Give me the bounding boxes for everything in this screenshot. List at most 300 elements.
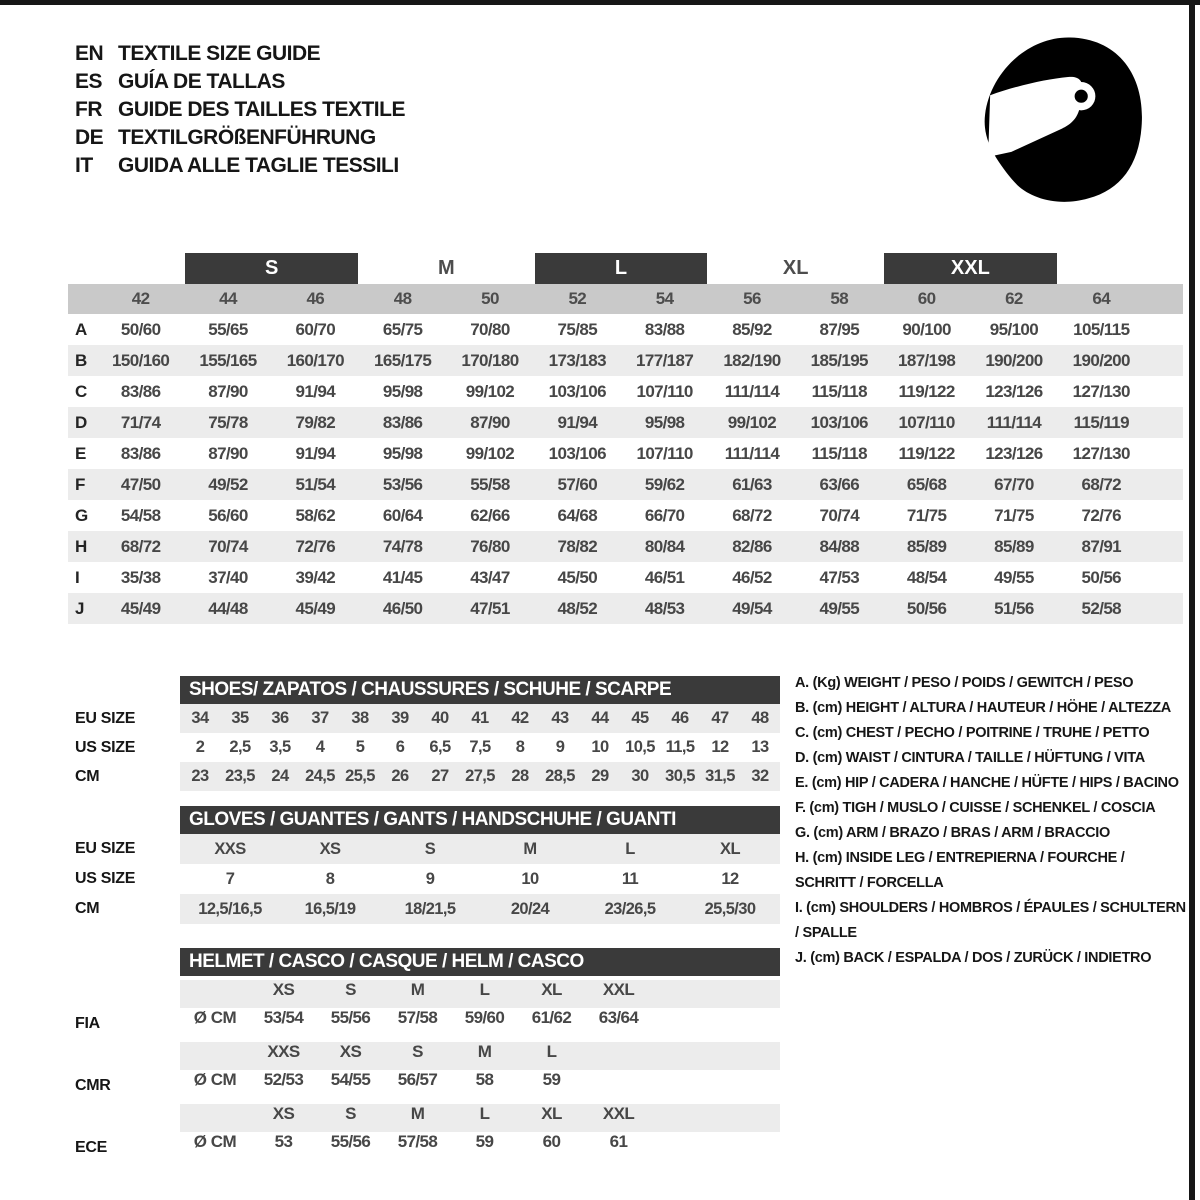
size-value-cell: 87/91 — [1081, 537, 1122, 556]
guide-title: GUIDA ALLE TAGLIE TESSILI — [118, 154, 399, 177]
gloves-value-cell: 8 — [325, 870, 335, 888]
gloves-value-cell: 10 — [521, 870, 539, 888]
measurement-values — [97, 376, 1145, 407]
shoes-value-cell: 39 — [391, 709, 409, 727]
shoes-value-cell: 9 — [555, 738, 565, 756]
helmet-value-row — [68, 1008, 780, 1040]
size-value-cell: 49/52 — [208, 475, 248, 494]
row-label: F — [75, 475, 86, 494]
helmet-value-cell: 53 — [274, 1132, 293, 1151]
row-filler — [652, 980, 780, 1008]
gloves-row-label: EU SIZE — [75, 840, 136, 857]
size-value-cell: 48/53 — [644, 599, 685, 618]
gloves-row-values — [180, 834, 780, 864]
shoes-value-cell: 23,5 — [225, 767, 255, 785]
helmet-label-spacer — [68, 1042, 180, 1070]
helmet-value-cell: 60 — [542, 1132, 561, 1151]
helmet-value-cell: 59/60 — [464, 1008, 505, 1027]
size-value-cell: 105/115 — [1073, 320, 1130, 339]
size-column-header: 60 — [917, 289, 936, 308]
size-value-cell: 95/100 — [989, 320, 1039, 339]
size-value-cell: 70/74 — [819, 506, 860, 525]
size-value-cell: 70/74 — [208, 537, 248, 556]
size-column-header: 54 — [655, 289, 674, 308]
legend-item: E. (cm) HIP / CADERA / HANCHE / HÜFTE / HIPS / BACINO — [795, 775, 1179, 791]
helmet-size-header: XXL — [602, 980, 635, 999]
row-label: I — [75, 568, 80, 587]
gloves-row — [68, 834, 780, 864]
helmet-title-bar: HELMET / CASCO / CASQUE / HELM / CASCO — [180, 948, 780, 976]
helmet-label-spacer — [68, 980, 180, 1008]
size-value-cell: 79/82 — [295, 413, 336, 432]
gloves-value-cell: 12 — [721, 870, 739, 888]
helmet-size-header: L — [479, 980, 490, 999]
helmet-value-cell: 57/58 — [397, 1008, 438, 1027]
size-value-cell: 47/53 — [819, 568, 860, 587]
size-value-cell: 85/92 — [732, 320, 772, 339]
size-value-cell: 50/56 — [906, 599, 947, 618]
size-value-cell: 99/102 — [727, 413, 777, 432]
size-column-header: 50 — [481, 289, 499, 308]
size-value-cell: 127/130 — [1072, 382, 1130, 401]
helmet-value-cell: 53/54 — [263, 1008, 304, 1027]
size-value-cell: 107/110 — [636, 382, 693, 401]
measurement-row — [68, 345, 1183, 376]
size-value-cell: 75/85 — [557, 320, 598, 339]
legend-item: G. (cm) ARM / BRAZO / BRAS / ARM / BRACCIO — [795, 825, 1110, 841]
size-column-header: 44 — [219, 289, 237, 308]
shoes-value-cell: 47 — [711, 709, 729, 727]
size-value-cell: 65/68 — [906, 475, 947, 494]
shoes-value-cell: 26 — [391, 767, 409, 785]
helmet-values — [180, 1008, 780, 1040]
measurement-values — [97, 345, 1145, 376]
gloves-row-label: CM — [75, 900, 100, 917]
shoes-value-cell: 6,5 — [429, 738, 451, 756]
size-value-cell: 80/84 — [644, 537, 685, 556]
gloves-value-cell: 18/21,5 — [404, 900, 456, 918]
helmet-size-header: L — [479, 1104, 490, 1123]
size-value-cell: 95/98 — [382, 382, 423, 401]
legend-item: C. (cm) CHEST / PECHO / POITRINE / TRUHE / PETTO — [795, 725, 1150, 741]
shoes-value-cell: 35 — [231, 709, 249, 727]
gloves-value-cell: L — [625, 840, 635, 858]
helmet-size-header: XXL — [602, 1104, 635, 1123]
shoes-value-cell: 24 — [271, 767, 289, 785]
shoes-row-label: US SIZE — [75, 738, 136, 756]
shoes-value-cell: 30,5 — [665, 767, 695, 785]
helmet-value-cell: 56/57 — [397, 1070, 438, 1089]
shoes-value-cell: 41 — [471, 709, 489, 727]
gloves-value-cell: XS — [319, 840, 341, 858]
shoes-value-cell: 46 — [671, 709, 689, 727]
size-value-cell: 49/55 — [819, 599, 860, 618]
helmet-value-cell: 55/56 — [330, 1132, 371, 1151]
size-value-cell: 91/94 — [295, 382, 336, 401]
size-value-cell: 43/47 — [470, 568, 510, 587]
size-value-cell: 51/54 — [295, 475, 336, 494]
shoes-value-cell: 27 — [431, 767, 449, 785]
shoes-value-cell: 38 — [351, 709, 369, 727]
size-value-cell: 82/86 — [732, 537, 772, 556]
shoes-row-values — [180, 704, 780, 733]
size-value-cell: 87/90 — [208, 382, 248, 401]
language-row — [75, 40, 405, 68]
size-value-cell: 123/126 — [985, 382, 1043, 401]
size-value-cell: 103/106 — [548, 382, 606, 401]
helmet-standard-label: ECE — [75, 1139, 107, 1156]
size-value-cell: 68/72 — [1081, 475, 1122, 494]
shoes-value-cell: 25,5 — [345, 767, 375, 785]
size-value-cell: 57/60 — [557, 475, 598, 494]
size-value-cell: 182/190 — [723, 351, 781, 370]
size-value-cell: 45/49 — [295, 599, 336, 618]
shoes-value-cell: 28 — [511, 767, 529, 785]
helmet-values — [180, 1132, 780, 1164]
helmet-value-cell: 61/62 — [531, 1008, 572, 1027]
measurement-values — [97, 407, 1145, 438]
guide-title: GUÍA DE TALLAS — [118, 70, 285, 93]
gloves-row-values — [180, 864, 780, 894]
size-value-cell: 87/95 — [819, 320, 860, 339]
size-group-l: L — [535, 253, 708, 284]
size-column-header: 58 — [830, 289, 849, 308]
shoes-row-values — [180, 762, 780, 791]
size-value-cell: 48/52 — [557, 599, 598, 618]
size-value-cell: 71/75 — [906, 506, 947, 525]
size-value-cell: 107/110 — [636, 444, 693, 463]
helmet-values — [180, 1070, 780, 1102]
size-value-cell: 115/119 — [1073, 413, 1129, 432]
size-value-cell: 91/94 — [557, 413, 598, 432]
size-group-s: S — [185, 253, 358, 284]
size-value-cell: 68/72 — [732, 506, 772, 525]
size-group-area — [97, 253, 1145, 284]
size-value-cell: 75/78 — [208, 413, 248, 432]
size-group-row — [68, 253, 1183, 284]
size-value-cell: 39/42 — [295, 568, 336, 587]
size-value-cell: 119/122 — [898, 444, 955, 463]
size-value-cell: 46/50 — [382, 599, 423, 618]
shoes-row-values — [180, 733, 780, 762]
shoes-value-cell: 45 — [631, 709, 649, 727]
group-spacer — [97, 253, 183, 284]
size-value-cell: 165/175 — [374, 351, 432, 370]
shoes-row — [68, 762, 780, 791]
size-value-cell: 119/122 — [898, 382, 955, 401]
size-value-cell: 111/114 — [724, 382, 780, 401]
shoes-value-cell: 12 — [711, 738, 729, 756]
helmet-size-header: S — [345, 980, 356, 999]
shoes-value-cell: 36 — [271, 709, 289, 727]
size-value-cell: 71/75 — [994, 506, 1034, 525]
helmet-size-header: XL — [541, 980, 562, 999]
size-value-cell: 51/56 — [994, 599, 1034, 618]
measurement-row — [68, 376, 1183, 407]
shoes-value-cell: 10 — [591, 738, 609, 756]
helmet-value-cell: 59 — [542, 1070, 561, 1089]
size-value-cell: 44/48 — [208, 599, 248, 618]
helmet-value-cell: 61 — [609, 1132, 628, 1151]
size-value-cell: 62/66 — [470, 506, 510, 525]
shoes-value-cell: 31,5 — [705, 767, 735, 785]
size-value-cell: 54/58 — [120, 506, 161, 525]
helmet-size-headers — [180, 980, 780, 1008]
helmet-standard-label: FIA — [75, 1015, 100, 1032]
size-column-header: 62 — [1005, 289, 1023, 308]
measurement-row — [68, 438, 1183, 469]
measurement-row — [68, 593, 1183, 624]
language-code: DE — [75, 126, 104, 149]
size-value-cell: 49/55 — [994, 568, 1034, 587]
size-value-cell: 67/70 — [994, 475, 1034, 494]
size-value-cell: 52/58 — [1081, 599, 1122, 618]
guide-title: GUIDE DES TAILLES TEXTILE — [118, 98, 405, 121]
shoes-row — [68, 733, 780, 762]
size-value-cell: 46/51 — [644, 568, 685, 587]
row-label: B — [75, 351, 88, 370]
measurement-values — [97, 562, 1145, 593]
size-value-cell: 50/60 — [120, 320, 161, 339]
row-label: E — [75, 444, 87, 463]
size-value-cell: 177/187 — [636, 351, 694, 370]
size-value-cell: 50/56 — [1081, 568, 1122, 587]
size-value-cell: 123/126 — [985, 444, 1043, 463]
row-filler — [652, 1008, 780, 1040]
guide-title: TEXTILE SIZE GUIDE — [118, 42, 321, 65]
size-value-cell: 61/63 — [732, 475, 772, 494]
row-label: J — [75, 599, 85, 618]
shoes-value-cell: 44 — [591, 709, 609, 727]
shoes-value-cell: 30 — [631, 767, 649, 785]
gloves-value-cell: 16,5/19 — [304, 900, 356, 918]
size-value-cell: 103/106 — [548, 444, 606, 463]
measurement-row — [68, 531, 1183, 562]
helmet-size-header: S — [412, 1042, 423, 1061]
helmet-size-header: M — [410, 980, 425, 999]
helmet-standard-label: CMR — [75, 1077, 111, 1094]
size-value-cell: 187/198 — [897, 351, 956, 370]
size-value-cell: 55/58 — [470, 475, 510, 494]
measurement-row — [68, 562, 1183, 593]
measurement-row — [68, 407, 1183, 438]
size-value-cell: 72/76 — [1081, 506, 1122, 525]
size-value-cell: 91/94 — [295, 444, 336, 463]
helmet-value-cell: 63/64 — [598, 1008, 639, 1027]
size-value-cell: 41/45 — [382, 568, 423, 587]
language-row — [75, 96, 405, 124]
measurement-values — [97, 314, 1145, 345]
size-value-cell: 47/50 — [120, 475, 161, 494]
shoes-value-cell: 32 — [751, 767, 769, 785]
size-column-header: 46 — [306, 289, 325, 308]
gloves-value-cell: 23/26,5 — [604, 900, 656, 918]
size-value-cell: 60/64 — [382, 506, 423, 525]
size-column-header: 52 — [568, 289, 587, 308]
size-value-cell: 63/66 — [819, 475, 860, 494]
shoes-value-cell: 27,5 — [465, 767, 495, 785]
legend-item: B. (cm) HEIGHT / ALTURA / HAUTEUR / HÖHE / ALTEZZA — [795, 700, 1171, 716]
shoes-value-cell: 24,5 — [305, 767, 335, 785]
shoes-value-cell: 4 — [315, 738, 325, 756]
size-value-cell: 84/88 — [819, 537, 860, 556]
size-value-cell: 99/102 — [465, 382, 515, 401]
size-column-header: 64 — [1092, 289, 1111, 308]
size-value-cell: 173/183 — [548, 351, 606, 370]
helmet-value-cell: 55/56 — [330, 1008, 371, 1027]
size-value-cell: 190/200 — [985, 351, 1043, 370]
shoes-value-cell: 23 — [191, 767, 209, 785]
shoes-size-table — [68, 676, 780, 791]
size-value-cell: 190/200 — [1072, 351, 1130, 370]
shoes-value-cell: 28,5 — [545, 767, 575, 785]
shoes-row — [68, 704, 780, 733]
helmet-size-headers — [180, 1042, 780, 1070]
size-value-cell: 48/54 — [906, 568, 947, 587]
size-value-cell: 74/78 — [382, 537, 423, 556]
size-value-cell: 49/54 — [732, 599, 772, 618]
helmet-size-header-row — [68, 1104, 780, 1132]
size-value-cell: 83/86 — [120, 382, 161, 401]
helmet-value-cell: 54/55 — [330, 1070, 371, 1089]
row-label-spacer — [68, 253, 97, 284]
gloves-value-cell: 20/24 — [510, 900, 550, 918]
size-number-area — [97, 284, 1145, 314]
language-row — [75, 68, 405, 96]
size-value-cell: 76/80 — [470, 537, 510, 556]
size-value-cell: 35/38 — [120, 568, 161, 587]
size-value-cell: 37/40 — [208, 568, 248, 587]
shoes-title-bar: SHOES/ ZAPATOS / CHAUSSURES / SCHUHE / SCARPE — [180, 676, 780, 704]
language-row — [75, 152, 405, 180]
shoes-row-label: CM — [75, 767, 100, 785]
gloves-value-cell: S — [424, 840, 436, 858]
size-value-cell: 46/52 — [732, 568, 772, 587]
gloves-value-cell: 12,5/16,5 — [198, 900, 262, 918]
helmet-size-header-row — [68, 980, 780, 1008]
helmet-size-header-row — [68, 1042, 780, 1070]
helmet-icon — [977, 33, 1149, 208]
shoes-value-cell: 34 — [191, 709, 209, 727]
unit-spacer — [180, 1042, 250, 1070]
size-value-cell: 47/51 — [470, 599, 510, 618]
size-column-header: 42 — [131, 289, 150, 308]
gloves-value-cell: XXS — [214, 840, 246, 858]
unit-spacer — [180, 980, 250, 1008]
shoes-value-cell: 6 — [395, 738, 405, 756]
size-value-cell: 72/76 — [295, 537, 336, 556]
group-spacer — [1059, 253, 1145, 284]
gloves-row-values — [180, 894, 780, 924]
language-code: IT — [75, 154, 93, 177]
shoes-value-cell: 42 — [511, 709, 529, 727]
helmet-size-header: L — [546, 1042, 557, 1061]
helmet-size-header: M — [410, 1104, 425, 1123]
row-gap — [68, 1164, 780, 1166]
size-value-cell: 66/70 — [644, 506, 685, 525]
size-value-cell: 95/98 — [382, 444, 423, 463]
gloves-row-label: US SIZE — [75, 870, 136, 887]
language-title-list — [75, 40, 405, 180]
row-label: A — [75, 320, 88, 339]
size-value-cell: 85/89 — [994, 537, 1034, 556]
helmet-value-row — [68, 1132, 780, 1164]
gloves-value-cell: XL — [720, 840, 740, 858]
size-value-cell: 85/89 — [906, 537, 947, 556]
textile-size-table — [68, 253, 1183, 624]
size-value-cell: 150/160 — [112, 351, 170, 370]
gloves-row — [68, 864, 780, 894]
helmet-size-header: XS — [339, 1042, 362, 1061]
diameter-cm-label: Ø CM — [193, 1008, 237, 1027]
measurement-row — [68, 469, 1183, 500]
shoes-value-cell: 2,5 — [229, 738, 251, 756]
measurement-values — [97, 531, 1145, 562]
helmet-size-header: XXS — [267, 1042, 300, 1061]
size-value-cell: 115/118 — [811, 444, 867, 463]
helmet-label-spacer — [68, 1104, 180, 1132]
gloves-value-cell: 9 — [425, 870, 435, 888]
measurement-row — [68, 314, 1183, 345]
size-value-cell: 64/68 — [557, 506, 598, 525]
legend-item: H. (cm) INSIDE LEG / ENTREPIERNA / FOURCHE / SCHRITT / FORCELLA — [795, 850, 1125, 891]
language-row — [75, 124, 405, 152]
helmet-size-headers — [180, 1104, 780, 1132]
measurement-values — [97, 593, 1145, 624]
helmet-size-header: XS — [272, 980, 295, 999]
row-label-spacer — [68, 284, 97, 314]
unit-spacer — [180, 1104, 250, 1132]
size-value-cell: 56/60 — [208, 506, 248, 525]
size-group-xxl: XXL — [884, 253, 1057, 284]
size-value-cell: 45/50 — [557, 568, 598, 587]
size-value-cell: 55/65 — [208, 320, 248, 339]
shoes-value-cell: 8 — [515, 738, 525, 756]
measurement-values — [97, 438, 1145, 469]
size-value-cell: 83/86 — [120, 444, 161, 463]
size-value-cell: 115/118 — [811, 382, 867, 401]
size-value-cell: 90/100 — [902, 320, 951, 339]
shoes-value-cell: 48 — [751, 709, 769, 727]
row-label: C — [75, 382, 88, 401]
helmet-value-row — [68, 1070, 780, 1102]
measurement-values — [97, 500, 1145, 531]
size-value-cell: 107/110 — [898, 413, 955, 432]
shoes-row-label: EU SIZE — [75, 709, 136, 727]
size-value-cell: 68/72 — [120, 537, 161, 556]
right-border-line — [1189, 0, 1195, 1200]
language-code: FR — [75, 98, 102, 121]
size-value-cell: 103/106 — [810, 413, 868, 432]
legend-item: A. (Kg) WEIGHT / PESO / POIDS / GEWITCH / PESO — [795, 675, 1134, 691]
shoes-value-cell: 3,5 — [269, 738, 291, 756]
size-value-cell: 83/86 — [382, 413, 423, 432]
gloves-size-table — [68, 806, 780, 924]
row-label: D — [75, 413, 88, 432]
shoes-value-cell: 10,5 — [625, 738, 655, 756]
shoes-value-cell: 7,5 — [469, 738, 491, 756]
gloves-value-cell: M — [523, 840, 537, 858]
size-value-cell: 111/114 — [724, 444, 780, 463]
size-value-cell: 127/130 — [1072, 444, 1130, 463]
size-value-cell: 58/62 — [295, 506, 336, 525]
helmet-size-header: M — [477, 1042, 492, 1061]
helmet-value-cell: 59 — [475, 1132, 494, 1151]
shoes-value-cell: 11,5 — [665, 738, 695, 756]
legend-item: J. (cm) BACK / ESPALDA / DOS / ZURÜCK / INDIETRO — [795, 950, 1152, 966]
size-value-cell: 87/90 — [208, 444, 248, 463]
row-filler — [652, 1132, 780, 1164]
